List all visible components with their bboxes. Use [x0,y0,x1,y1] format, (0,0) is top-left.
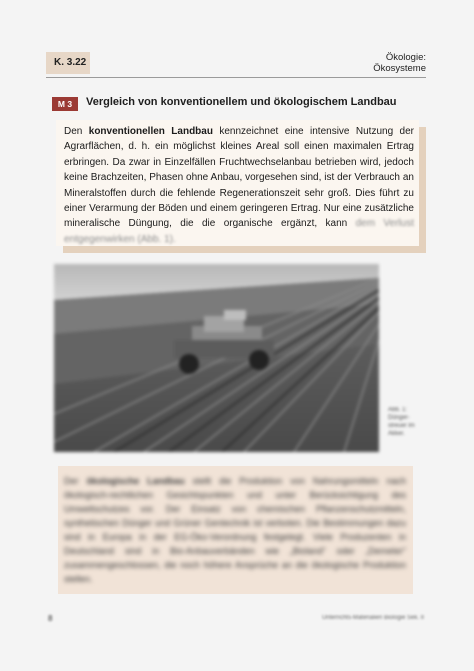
figure-caption: Abb. 1: Dünger-streuer im Akker. [388,407,415,437]
paragraph2-bold-term: ökologische Landbau [86,476,185,486]
topic-line-1: Ökologie: [385,52,426,63]
footer-source: Unterrichts-Materialien Biologie Sek. II [321,615,424,621]
topic-line-2: Ökosysteme [373,63,426,74]
paragraph1-lead: Den [64,126,83,137]
paragraph2-text: stellt die Produktion von Nahrungsmitteln nach ökologisch-rechtlichen Gesichtspunkten und unter Berücksichtigung des Umweltschutzes vor. Der Einsatz von chemischen Pflanzenschutzmitteln, synthetischen Dünger und Grüner Gentechnik ist verboten. Die Bestimmungen dazu sind in Europa in der EG-Öko-Verordnung festgelegt. Viele Produzenten in Deutschland sind in Bio-Anbauverbänden wie „Bioland“ oder „Demeter“ zusammengeschlossen, die noch höhere Ansprüche an die ökologische Produktion stellen. [64,476,406,584]
page-header [46,52,426,78]
paragraph2-lead: Der [64,476,79,486]
paragraph1-faded-text: dem Verlust entgegenwirken (Abb. 1). [64,218,414,245]
topic-label [373,52,426,74]
paragraph1-text: kennzeichnet eine intensive Nutzung der Agrarflächen, d. h. ein möglichst kleines Areal soll einen maximalen Ertrag erbringen. Da zwar in Einzelfällen Fruchtwechselanbau betrieben wird, jedoch keine Brachzeiten, Phasen ohne Anbau, vorgesehen sind, ist der Verbrauch an Mineralstoffen durch die fehlende Regenerationszeit sehr groß. Dies führt zu einer Verarmung der Böden und einem geringeren Ertrag. Nur eine zusätzliche mineralische Düngung, die die organische ergänzt, kann [64,126,414,230]
paragraph1-bold-term: konventionellen Landbau [88,126,213,137]
tractor-field-image [54,264,379,452]
page-number: 8 [48,614,53,623]
section-title: Vergleich von konventionellem und ökologischem Landbau [86,96,397,108]
conventional-paragraph [64,124,414,247]
header-divider [46,77,426,78]
chapter-code: K. 3.22 [46,52,90,74]
material-badge: M 3 [52,97,78,111]
organic-paragraph [64,474,406,586]
tractor-photo [54,264,379,452]
